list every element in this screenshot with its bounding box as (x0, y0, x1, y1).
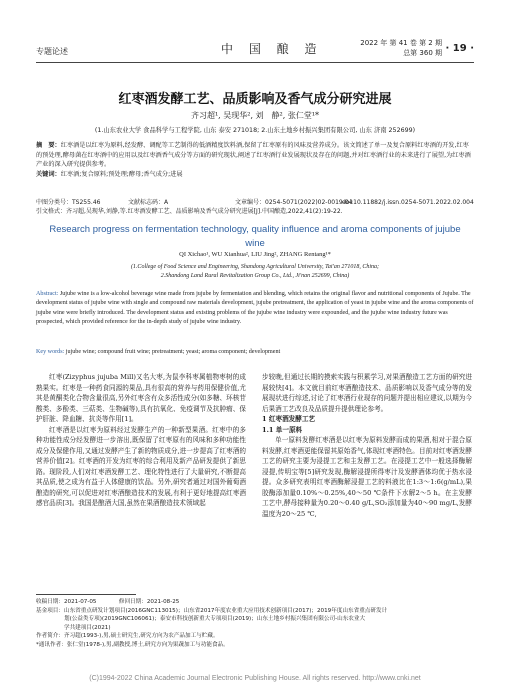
header-rule (36, 62, 474, 63)
volume-info (360, 38, 442, 58)
volume-line-2: 总第 360 期 (403, 49, 442, 57)
volume-line-1: 2022 年 第 41 卷 第 2 期 (360, 39, 442, 47)
page-header (36, 38, 474, 68)
footnote-line: 基金项目：山东省重点研发计划项目(2016GNC113015)；山东省2017年度农业重大应用技术创新项目(2017)；2019年度山东省重点研发计 (36, 607, 388, 614)
footnote-line: 划(公益类专项)(2019GNC106061)；泰安市科技创新重大专项项目(2019)；山东土地乡村振兴集团有限公司-山东农业大 (36, 616, 366, 623)
keywords-english (36, 349, 474, 355)
keywords-text: 红枣酒;复合原料;预处理;酵母;香气成分;进展 (60, 170, 183, 178)
abstract-text: 红枣酒是以红枣为原料,经发酵、调配等工艺制得的低酒精度饮料酒,保留了红枣原有的风味及营养成分。该文简述了单一及复合原料红枣酒的开发,红枣的预处理,酵母菌在红枣酒中的应用以及红枣酒香气成分等方面的研究现状,阐述了红枣酒行业发展现状及存在的问题,并对红枣酒行业的未来进行了展望,为红枣酒产业的深入研究提供参考。 (36, 142, 471, 168)
body-paragraph: 步较晚,但通过长期的摸索实践与积累学习,对果酒酿造工艺方面的研究进展较快[4]。本文就目前红枣酒酿造技术、品质影响以及香气成分等的发展现状进行综述,讨论了红枣酒行业现存的问题并提出相应建议,以期为今后果酒工艺改良及品质提升提供理论参考。 (262, 373, 472, 413)
authors-chinese: 齐习超¹, 吴现华², 刘 静², 张仁堂¹* (190, 111, 320, 120)
abstract-label: 摘 要： (36, 142, 61, 149)
body-paragraph: 单一原料发酵红枣酒是以红枣为原料发酵而成的果酒,相对于混合原料发酵,红枣酒更能保留其原始香气,体现红枣酒特色。目前对红枣酒发酵工艺的研究主要为浸提工艺和主发酵工艺。在浸提工艺中一般选择酶解浸提,传明宝等[5]研究发现,酶解浸提所得枣汁及发酵酒体均优于热水浸提。众多研究表明红枣酒酶解浸提工艺的料液比在1:3～1:6(g/mL),果胶酶添加量0.10%～0.25%,40～50 ℃条件下水解2～5 h。在主发酵工艺中,酵母接种量为0.20～0.40 g/L,SO₂添加量为40～90 mg/L,发酵温度为20～25 ℃, (262, 436, 472, 518)
footnote-line: *通讯作者：张仁堂(1978-),男,副教授,博士,研究方向为果蔬加工与功能食品。 (36, 641, 229, 648)
subsection-heading: 1.1 单一原料 (262, 425, 303, 434)
affiliation-english-line: 2.Shandong Land Rural Revitalization Group Co., Ltd., Ji'nan 252699, China) (160, 273, 350, 279)
section-heading: 1 红枣酒发酵工艺 (262, 415, 316, 423)
abstract-english-label: Abstract: (36, 291, 59, 297)
footnote-line: 作者简介：齐习超(1993-),男,硕士研究生,研究方向为农产品加工与贮藏。 (36, 633, 219, 640)
section-label: 专题论述 (36, 47, 68, 56)
classification-line (36, 198, 474, 207)
document-code: 文献标志码：A (128, 199, 169, 206)
body-column-left (36, 372, 246, 509)
copyright-notice: (C)1994-2022 China Academic Journal Electronic Publishing House. All rights reserved. http://www.cnki.net (89, 675, 421, 682)
title-english: Research progress on fermentation technology, quality influence and aroma components of jujube wine (49, 224, 461, 249)
citation-format: 引文格式：齐习超,吴现华,刘静,等.红枣酒发酵工艺、品质影响及香气成分研究进展[J].中国酿造,2022,41(2):19-22. (36, 208, 343, 215)
abstract-english-text: Jujube wine is a low-alcohol beverage wine made from jujube by fermentation and blending, which retains the original flavor and nutritional components of Jujube. The development status of jujube wine with single and compound raw materials development, jujube pretreatment, the application of yeast in jujube wine and the aroma components of jujube wine were briefly introduced. The development status and existing problems of the jujube wine industry were expounded, and the jujube wine industry future was prospected, which provided reference for the in-depth study of jujube wine industry. (36, 291, 474, 325)
affiliation-english (40, 263, 470, 281)
authors-english: QI Xichao¹, WU Xianhua², LIU Jing², ZHANG Rentang¹* (179, 251, 331, 258)
clc-number: 中图分类号：TS255.46 (36, 199, 101, 206)
keywords-label: 关键词： (36, 170, 61, 178)
journal-name: 中 国 酿 造 (221, 42, 323, 56)
keywords-chinese (36, 170, 474, 180)
footnote-rule (36, 594, 136, 595)
title-chinese: 红枣酒发酵工艺、品质影响及香气成分研究进展 (118, 92, 392, 107)
body-paragraph: 红枣酒是以红枣为原料经过发酵生产的一种新型果酒。红枣中的多种功能性成分经发酵进一步溶出,既保留了红枣原有的风味和多种功能性成分及保健作用,又通过发酵产生了新的物质成分,进一步提高了红枣酒的营养价值[2]。红枣酒的开发为红枣的综合利用及新产品研发提供了新思路。现阶段,人们对红枣酒发酵工艺、理化特性进行了大量研究,不断提高其品质,使之成为有益于人体健康的饮品。另外,研究者通过对国外葡萄酒酿造的研究,可以促进对红枣酒酿造技术的发展,有利于更好地提高红枣酒感官品质[3]。我国是酿酒大国,虽然在果酒酿造技术领域起 (36, 425, 246, 507)
affiliation-english-line: (1.College of Food Science and Engineering, Shandong Agricultural University, Tai'an 271018, China; (130, 264, 380, 270)
keywords-english-text: jujube wine; compound fruit wine; pretreatment; yeast; aroma component; development (65, 349, 281, 355)
page-number: · 19 · (445, 43, 474, 54)
affiliation-chinese: (1.山东农业大学 食品科学与工程学院, 山东 泰安 271018; 2.山东土地乡村振兴集团有限公司, 山东 济南 252699) (94, 127, 416, 134)
abstract-chinese (36, 141, 474, 179)
body-column-right (262, 372, 472, 519)
footnote-line: 学共建项目(2021) (36, 624, 111, 631)
abstract-english (36, 290, 474, 327)
doi: doi:10.11882/j.issn.0254-5071.2022.02.004 (342, 199, 474, 206)
footnotes (36, 598, 474, 650)
keywords-english-label: Key words: (36, 349, 65, 355)
footnote-line: 收稿日期：2021-07-05 修回日期：2021-08-25 (36, 599, 180, 605)
body-paragraph: 红枣(Zizyphus jujuba Mill)又名大枣,为鼠李科枣属植物枣树的成熟果实。红枣是一种药食同源的果品,具有很高的营养与药用保健价值,尤其是黄酮类化合物含量很高,另外红枣含有众多活性成分(如多糖、环核苷酸类、多酚类、三萜类、生物碱等),具有抗氧化、免疫调节及抗肿瘤、保护肝脏、降血糖、抗炎等作用[1]。 (36, 373, 246, 423)
article-number: 文章编号：0254-5071(2022)02-0019-04 (235, 199, 353, 206)
abstract-chinese-body (36, 141, 474, 170)
